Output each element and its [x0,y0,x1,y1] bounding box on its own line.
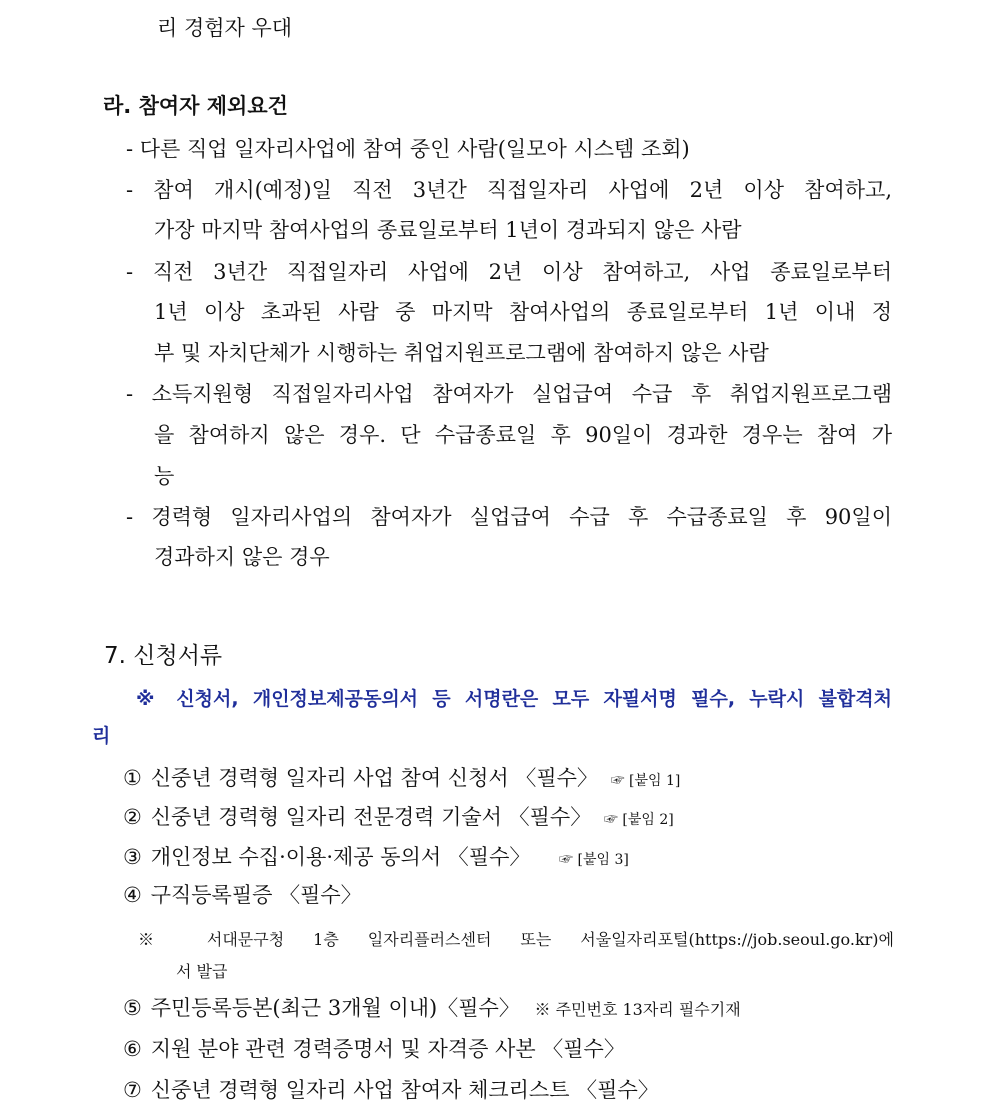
exclusion-item-5-line-1: - 경력형 일자리사업의 참여자가 실업급여 수급 후 수급종료일 후 90일이 [126,505,892,529]
section-heading-ra: 라. 참여자 제외요건 [103,94,288,118]
document-item-2 [123,803,674,834]
doc4-note-line-2: 서 발급 [176,962,228,981]
exclusion-item-2-line-2: 가장 마지막 참여사업의 종료일로부터 1년이 경과되지 않은 사람 [154,218,742,242]
document-note: ※ 주민번호 13자리 필수기재 [534,1000,741,1019]
document-title: 지원 분야 관련 경력증명서 및 자격증 사본 〈필수〉 [150,1037,625,1061]
attachment-ref: ☞ [붙임 3] [559,852,629,868]
document-title: 신중년 경력형 일자리 전문경력 기술서 〈필수〉 [150,805,592,829]
signature-notice-line-1: ※ 신청서, 개인정보제공동의서 등 서명란은 모두 자필서명 필수, 누락시 불합격처 [136,688,892,710]
section-heading-7: 7. 신청서류 [104,643,223,669]
attachment-ref: ☞ [붙임 1] [610,773,681,789]
exclusion-item-2-line-1: - 참여 개시(예정)일 직전 3년간 직접일자리 사업에 2년 이상 참여하고, [126,178,892,202]
document-item-7 [123,1076,659,1104]
exclusion-item-4-line-3: 능 [154,464,175,488]
item-number: ③ [123,845,142,869]
exclusion-item-4-line-2: 을 참여하지 않은 경우. 단 수급종료일 후 90일이 경과한 경우는 참여 가 [154,423,892,447]
item-number: ② [123,805,142,829]
exclusion-item-3-line-2: 1년 이상 초과된 사람 중 마지막 참여사업의 종료일로부터 1년 이내 정 [154,300,892,324]
exclusion-item-1: - 다른 직업 일자리사업에 참여 중인 사람(일모아 시스템 조회) [126,137,690,161]
attachment-ref: ☞ [붙임 2] [603,812,674,828]
continued-text: 리 경험자 우대 [157,16,293,40]
exclusion-item-3-line-1: - 직전 3년간 직접일자리 사업에 2년 이상 참여하고, 사업 종료일로부터 [126,260,892,284]
item-number: ① [123,766,142,790]
document-title: 주민등록등본(최근 3개월 이내)〈필수〉 [150,996,520,1020]
document-title: 개인정보 수집·이용·제공 동의서 〈필수〉 [150,845,531,869]
document-item-4 [123,881,362,909]
item-number: ④ [123,883,142,907]
exclusion-item-4-line-1: - 소득지원형 직접일자리사업 참여자가 실업급여 수급 후 취업지원프로그램 [126,382,892,406]
document-item-3 [123,843,629,874]
document-item-5 [123,994,741,1024]
document-item-1 [123,764,680,795]
item-number: ⑦ [123,1078,142,1102]
signature-notice-line-2: 리 [92,725,111,747]
exclusion-item-5-line-2: 경과하지 않은 경우 [154,545,330,569]
exclusion-item-3-line-3: 부 및 자치단체가 시행하는 취업지원프로그램에 참여하지 않은 사람 [154,341,769,365]
document-title: 신중년 경력형 일자리 사업 참여자 체크리스트 〈필수〉 [150,1078,659,1102]
document-item-6 [123,1035,625,1063]
document-title: 신중년 경력형 일자리 사업 참여 신청서 〈필수〉 [150,766,598,790]
document-title: 구직등록필증 〈필수〉 [150,883,362,907]
doc4-note-line-1: ※ 서대문구청 1층 일자리플러스센터 또는 서울일자리포털(https://job.seoul.go.kr)에 [138,930,894,949]
item-number: ⑥ [123,1037,142,1061]
item-number: ⑤ [123,996,142,1020]
